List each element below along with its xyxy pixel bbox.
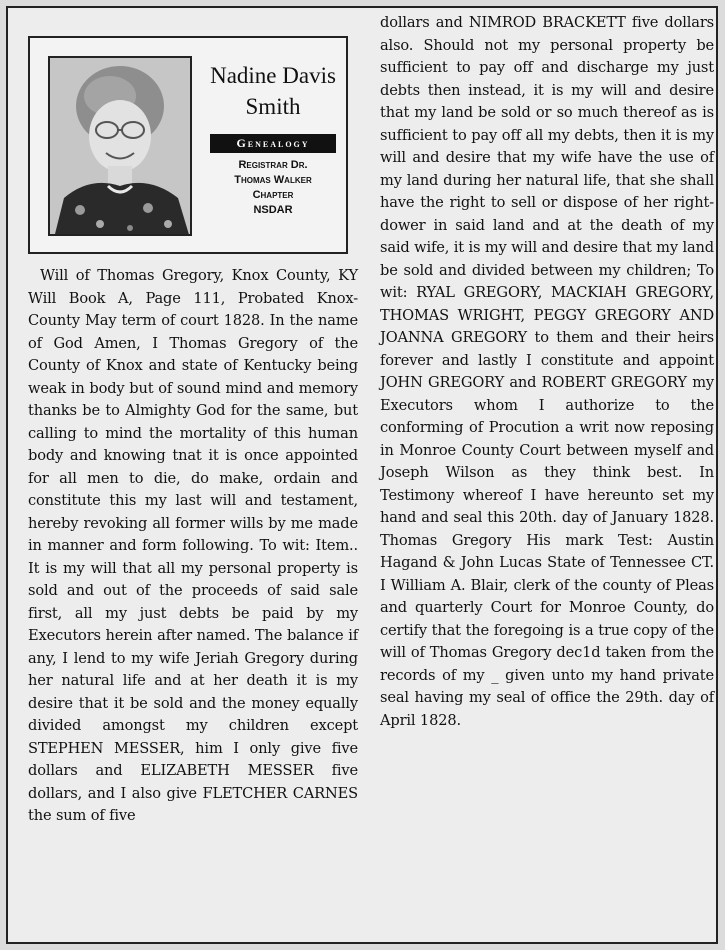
article-column-right: dollars and NIMROD BRACKETT five dollars also. Should not my personal property be sufficient to pay off and discharge my just debts then instead, it is my will and desire that my land be sold or so much thereof as is sufficient to pay off all my debts, then it is my will and desire that my wife have the use of my land during her natural life, that she shall have the right to sell or dispose of her right-dower in said land and at the death of my said wife, it is my will and desire that my land be sold and divided between my children; To wit: RYAL GREGORY, MACKIAH GREGORY, THOMAS WRIGHT, PEGGY GREGORY AND JOANNA GREGORY to them and their heirs forever and lastly I constitute and appoint JOHN GREGORY and ROBERT GREGORY my Executors whom I authorize to the conforming of Procution a writ now reposing in Monroe County Court between myself and Joseph Wilson as they think best. In Testimony whereof I have hereunto set my hand and seal this 20th. day of January 1828. Thomas Gregory His mark Test: Austin Hagand & John Lucas State of Tennessee CT. I William A. Blair, clerk of the county of Pleas and quarterly Court for Monroe County, do certify that the foregoing is a true copy of the will of Thomas Gregory dec1d taken from the records of my _ given unto my hand private seal having my seal of office the 29th. day of April 1828. xyxy=(380,14,714,729)
affiliation-line: Registrar Dr. xyxy=(238,159,308,171)
affiliation-line: Chapter xyxy=(252,189,294,201)
columnist-affiliation xyxy=(210,158,336,218)
article-column-left: Will of Thomas Gregory, Knox County, KY Will Book A, Page 111, Probated Knox-County May term of court 1828. In the name of God Amen, I Thomas Gregory of the County of Knox and state of Kentucky being weak in body but of sound mind and memory thanks be to Almighty God for the same, but calling to mind the mortality of this human body and knowing tnat it is once appointed for all men to die, do make, ordain and constitute this my last will and testament, hereby revoking all former wills by me made in manner and form following. To wit: Item.. It is my will that all my personal property is sold and out of the proceeds of said sale first, all my just debts be paid by my Executors herein after named. The balance if any, I lend to my wife Jeriah Gregory during her natural life and at her death it is my desire that it be sold and the money equally divided amongst my children except STEPHEN MESSER, him I only give five dollars and ELIZABETH MESSER five dollars, and I also give FLETCHER CARNES the sum of five xyxy=(28,267,358,824)
section-tag: Genealogy xyxy=(210,134,336,153)
columnist-portrait xyxy=(48,56,192,236)
affiliation-line: Thomas Walker xyxy=(234,174,312,186)
affiliation-line: NSDAR xyxy=(253,204,293,216)
columnist-name: Nadine Davis Smith xyxy=(210,63,336,119)
newspaper-clipping xyxy=(6,6,718,944)
portrait-image xyxy=(50,58,192,236)
columnist-header xyxy=(28,36,348,254)
